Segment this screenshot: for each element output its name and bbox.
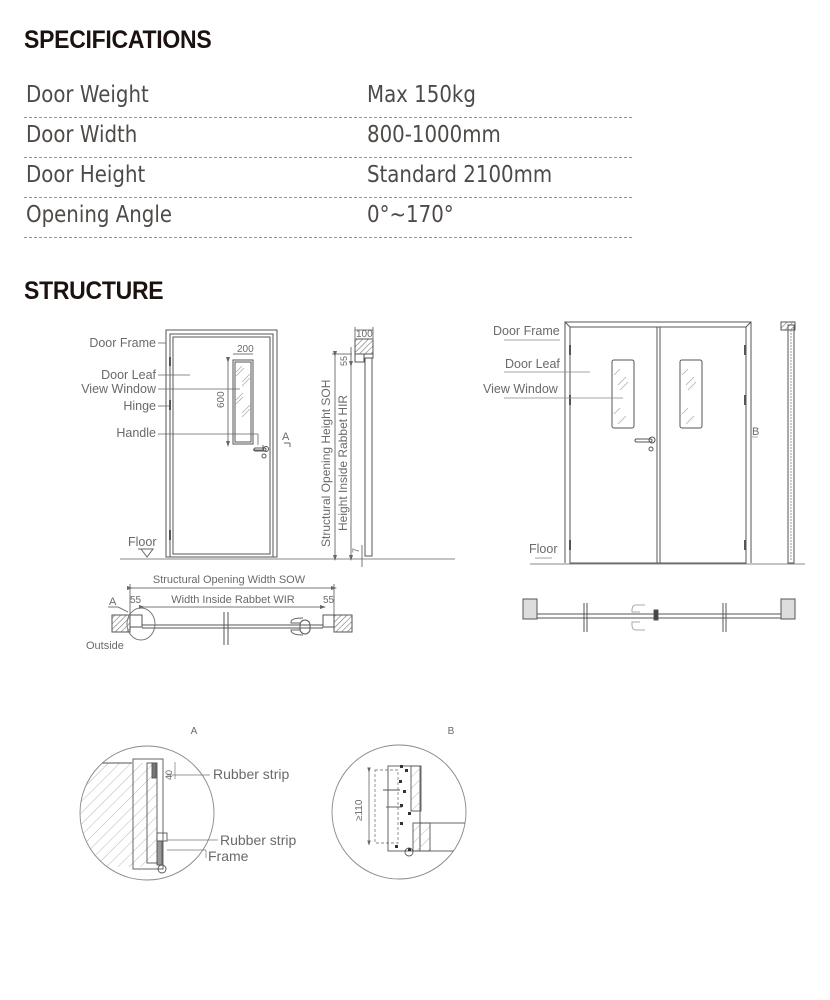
- specifications-heading: SPECIFICATIONS: [24, 26, 212, 54]
- single-door-labels: [81, 329, 373, 553]
- label-outside: Outside: [86, 640, 124, 652]
- single-door-plan-labels: [86, 574, 335, 652]
- dim-hir: Height Inside Rabbet HIR: [336, 394, 350, 531]
- label-rubber-strip-top: Rubber strip: [213, 766, 290, 782]
- label-door-leaf-double: Door Leaf: [505, 357, 560, 371]
- label-door-frame-double: Door Frame: [493, 324, 560, 338]
- label-floor: Floor: [128, 535, 157, 549]
- label-frame: Frame: [208, 848, 249, 864]
- section-marker-a: A: [282, 431, 290, 443]
- dim-window-height: 600: [216, 391, 227, 408]
- detail-a: [70, 746, 218, 880]
- dim-window-width: 200: [237, 344, 254, 355]
- single-door-elevation: [120, 327, 455, 567]
- double-door-labels: [483, 324, 759, 556]
- label-rubber-strip-bottom: Rubber strip: [220, 832, 297, 848]
- spec-label: Door Weight: [26, 82, 149, 108]
- plan-marker-a: A: [109, 596, 117, 608]
- dim-detail-b: ≥110: [354, 799, 365, 821]
- label-hinge: Hinge: [123, 399, 156, 413]
- dim-soh: Structural Opening Height SOH: [319, 379, 333, 547]
- label-floor-double: Floor: [529, 542, 558, 556]
- structure-heading: STRUCTURE: [24, 277, 164, 305]
- section-marker-b: B: [752, 426, 760, 438]
- detail-b-title: B: [447, 726, 455, 737]
- spec-label: Door Height: [26, 162, 146, 188]
- dim-right-rabbet: 55: [323, 595, 335, 606]
- dim-wir: Width Inside Rabbet WIR: [171, 594, 295, 606]
- dim-sow: Structural Opening Width SOW: [152, 574, 306, 586]
- label-handle: Handle: [116, 426, 156, 440]
- spec-value: 0°~170°: [367, 202, 454, 228]
- spec-label: Door Width: [26, 122, 138, 148]
- label-door-frame: Door Frame: [89, 336, 156, 350]
- dim-detail-a: 40: [164, 769, 174, 780]
- detail-a-title: A: [190, 726, 198, 737]
- dim-left-rabbet: 55: [130, 595, 142, 606]
- dim-frame-depth: 100: [356, 329, 373, 340]
- detail-a-labels: [164, 726, 296, 864]
- label-door-leaf: Door Leaf: [101, 368, 156, 382]
- label-view-window: View Window: [81, 382, 156, 396]
- spec-value: 800-1000mm: [367, 122, 501, 148]
- spec-label: Opening Angle: [26, 202, 172, 228]
- double-door-plan: [523, 599, 795, 632]
- spec-value: Max 150kg: [367, 82, 476, 108]
- dim-bottom-gap: 7: [351, 547, 361, 553]
- label-view-window-double: View Window: [483, 382, 558, 396]
- dim-top-rabbet: 55: [339, 355, 349, 366]
- spec-value: Standard 2100mm: [367, 162, 553, 188]
